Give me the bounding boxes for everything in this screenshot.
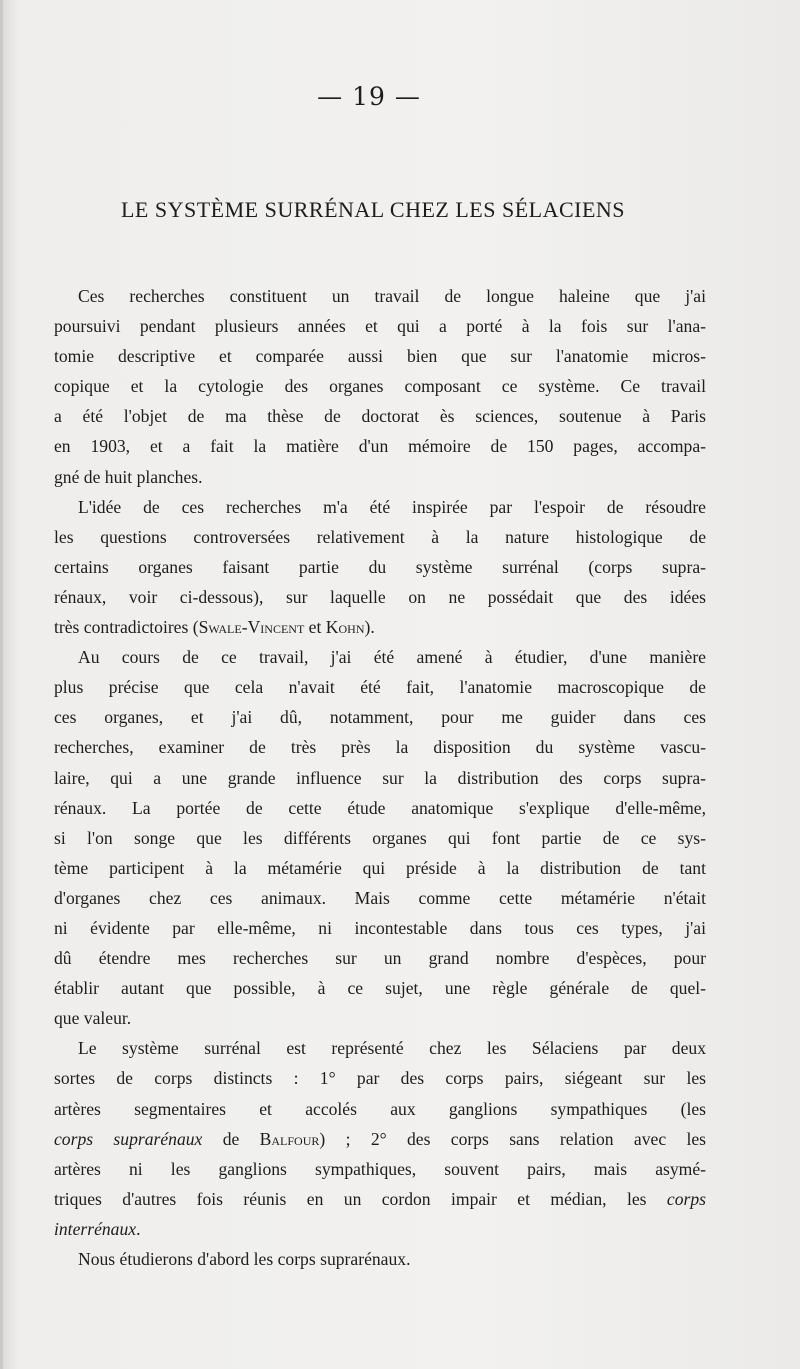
text-line: rénaux, voir ci-dessous), sur laquelle on ne possédait que des idées [54, 586, 706, 607]
text-line: tomie descriptive et comparée aussi bien que sur l'anatomie micros- [54, 346, 706, 367]
text-line: artères segmentaires et accolés aux ganglions sympathiques (les [54, 1098, 706, 1119]
text-line: rénaux. La portée de cette étude anatomique s'explique d'elle-même, [54, 797, 706, 818]
author-name: Swale-Vincent [198, 617, 305, 638]
italic-term: corps suprarénaux [54, 1128, 203, 1149]
text-line: plus précise que cela n'avait été fait, l'anatomie macroscopique de [54, 677, 706, 698]
text-line: si l'on songe que les différents organes qui font partie de ce sys- [54, 827, 706, 848]
text-line: gné de huit planches. [54, 466, 203, 487]
text-line: ni évidente par elle-même, ni incontestable dans tous ces types, j'ai [54, 917, 706, 938]
text-line: Au cours de ce travail, j'ai été amené à étudier, d'une manière [78, 647, 706, 668]
text-line: ces organes, et j'ai dû, notamment, pour me guider dans ces [54, 707, 706, 728]
text-run: ) ; 2° des corps sans relation avec les [319, 1128, 707, 1149]
text-run: ). [364, 617, 375, 638]
text-line: a été l'objet de ma thèse de doctorat ès sciences, soutenue à Paris [54, 406, 706, 427]
text-line: sortes de corps distincts : 1° par des corps pairs, siégeant sur les [54, 1068, 706, 1089]
italic-term: corps [666, 1188, 706, 1209]
text-run: et [304, 617, 326, 638]
text-line: que valeur. [54, 1008, 132, 1029]
text-line: les questions controversées relativement à la nature histologique de [54, 526, 706, 547]
body-text [54, 281, 706, 1274]
page-number: — 19 — [317, 82, 421, 111]
text-line [54, 612, 706, 642]
text-run: . [136, 1218, 141, 1239]
text-line: L'idée de ces recherches m'a été inspirée par l'espoir de résoudre [78, 496, 706, 517]
text-line: établir autant que possible, à ce sujet, une règle générale de quel- [54, 978, 706, 999]
text-line [54, 1124, 706, 1154]
text-line: copique et la cytologie des organes composant ce système. Ce travail [54, 376, 706, 397]
text-line: d'organes chez ces animaux. Mais comme cette métamérie n'était [54, 887, 706, 908]
text-line: en 1903, et a fait la matière d'un mémoire de 150 pages, accompa- [54, 436, 706, 457]
text-line: laire, qui a une grande influence sur la distribution des corps supra- [54, 767, 706, 788]
text-line [54, 1184, 706, 1214]
author-name: Kohn [325, 617, 365, 638]
chapter-title: LE SYSTÈME SURRÉNAL CHEZ LES SÉLACIENS [120, 197, 626, 222]
text-line: recherches, examiner de très près la disposition du système vascu- [54, 737, 706, 758]
italic-term: interrénaux [54, 1218, 137, 1239]
text-run: très contradictoires ( [54, 617, 199, 638]
author-name: Balfour [259, 1128, 320, 1149]
text-line: poursuivi pendant plusieurs années et qui a porté à la fois sur l'ana- [54, 316, 706, 337]
text-line: tème participent à la métamérie qui préside à la distribution de tant [54, 857, 706, 878]
text-line [54, 1214, 706, 1244]
text-run: de [202, 1128, 260, 1149]
text-line: dû étendre mes recherches sur un grand nombre d'espèces, pour [54, 948, 706, 969]
text-line: artères ni les ganglions sympathiques, souvent pairs, mais asymé- [54, 1158, 706, 1179]
text-run: triques d'autres fois réunis en un cordon impair et médian, les [54, 1188, 667, 1209]
text-line: Nous étudierons d'abord les corps suprarénaux. [78, 1249, 411, 1269]
text-line: Ces recherches constituent un travail de longue haleine que j'ai [78, 286, 706, 306]
text-line: Le système surrénal est représenté chez les Sélaciens par deux [78, 1038, 706, 1059]
text-line: certains organes faisant partie du système surrénal (corps supra- [54, 556, 706, 577]
